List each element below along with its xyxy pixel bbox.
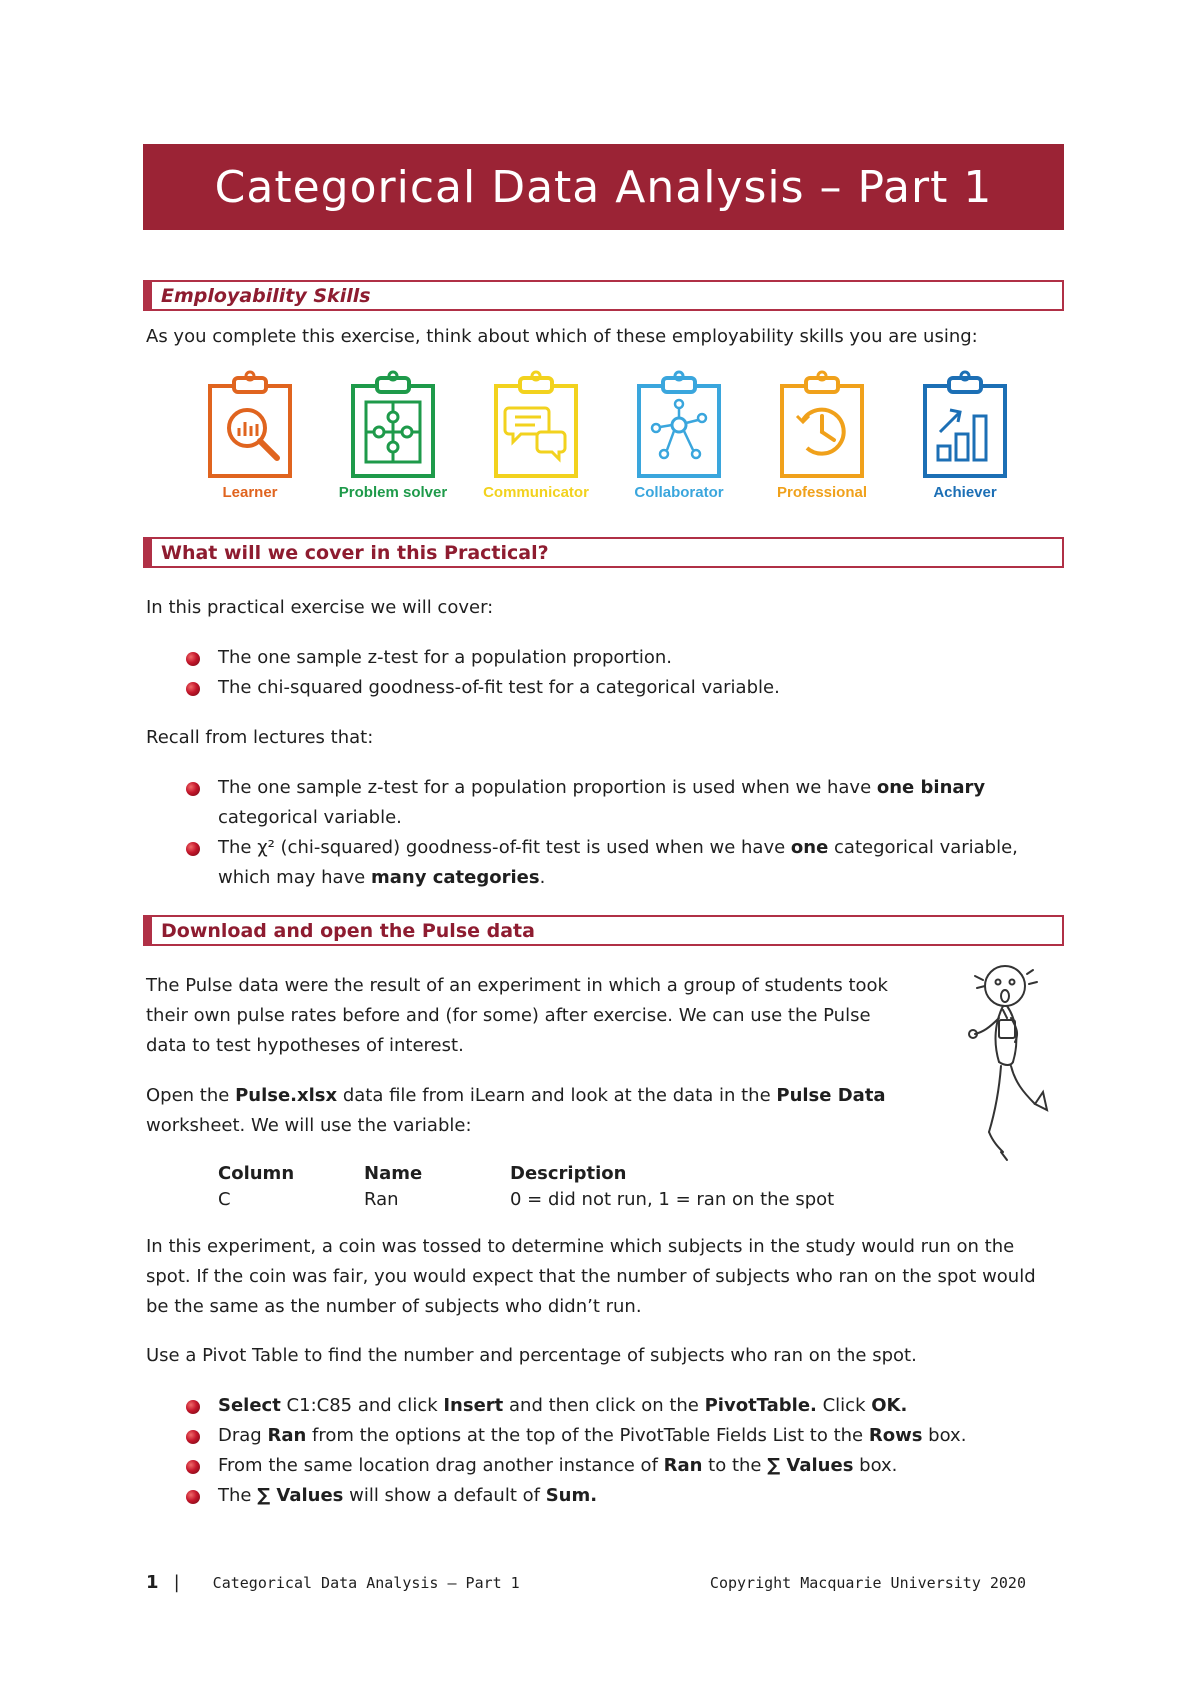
footer-copyright: Copyright Macquarie University 2020 (709, 1574, 1026, 1592)
running-figure-illustration (955, 962, 1055, 1167)
table-cell: C (218, 1189, 231, 1210)
table-header-cell: Column (218, 1163, 295, 1184)
growth-chart-icon (920, 370, 1010, 480)
variable-table (218, 1161, 910, 1213)
recall-intro: Recall from lectures that: (146, 727, 374, 748)
list-item: Drag Ran from the options at the top of the PivotTable Fields List to the Rows box. (186, 1421, 1056, 1451)
bullet-icon (186, 842, 200, 856)
skill-label: Communicator (483, 484, 589, 501)
skill-label: Learner (222, 484, 278, 501)
experiment-explanation: In this experiment, a coin was tossed to determine which subjects in the study would run on the spot. If the coin was fair, you would expect that the number of subjects who ran on the spot would be the same as the number of subjects who didn’t run. (146, 1236, 1036, 1317)
puzzle-icon (348, 370, 438, 480)
document-title: Categorical Data Analysis – Part 1 (143, 144, 1064, 230)
skill-label: Problem solver (338, 484, 448, 501)
section-header-download: Download and open the Pulse data (143, 915, 1064, 946)
list-item: The chi-squared goodness-of-fit test for a categorical variable. (186, 673, 1056, 703)
list-item: The ∑ Values will show a default of Sum. (186, 1481, 1056, 1511)
bullet-icon (186, 652, 200, 666)
cover-intro: In this practical exercise we will cover: (146, 597, 494, 618)
pulse-description: The Pulse data were the result of an experiment in which a group of students took their own pulse rates before and (for some) after exercise. We can use the Pulse data to test hypotheses of interest. (146, 975, 888, 1056)
list-item: From the same location drag another instance of Ran to the ∑ Values box. (186, 1451, 1056, 1481)
list-item: The χ² (chi-squared) goodness-of-fit test is used when we have one categorical variable, which may have many categories. (186, 833, 1056, 893)
bullet-icon (186, 782, 200, 796)
table-header-cell: Description (510, 1163, 627, 1184)
bullet-icon (186, 1490, 200, 1504)
skill-communicator (466, 370, 606, 501)
recall-list (186, 773, 1056, 893)
page-number: 1 (146, 1572, 159, 1593)
cover-list (186, 643, 1056, 703)
skill-label: Achiever (933, 484, 997, 501)
table-cell: Ran (364, 1189, 399, 1210)
list-item: Select C1:C85 and click Insert and then click on the PivotTable. Click OK. (186, 1391, 1056, 1421)
clock-icon (777, 370, 867, 480)
footer-separator: | (173, 1572, 180, 1593)
bullet-icon (186, 682, 200, 696)
speech-bubbles-icon (491, 370, 581, 480)
skill-label: Collaborator (634, 484, 724, 501)
table-row (218, 1187, 910, 1213)
list-item: The one sample z-test for a population proportion. (186, 643, 1056, 673)
footer-title: Categorical Data Analysis – Part 1 (212, 1574, 520, 1592)
bullet-icon (186, 1460, 200, 1474)
network-icon (634, 370, 724, 480)
bullet-icon (186, 1430, 200, 1444)
section-header-employability: Employability Skills (143, 280, 1064, 311)
table-cell: 0 = did not run, 1 = ran on the spot (510, 1189, 835, 1210)
employability-intro: As you complete this exercise, think about which of these employability skills you are using: (146, 326, 978, 347)
steps-list (186, 1391, 1056, 1511)
pivot-instruction: Use a Pivot Table to find the number and percentage of subjects who ran on the spot. (146, 1345, 917, 1366)
magnifier-chart-icon (205, 370, 295, 480)
skill-collaborator (609, 370, 749, 501)
table-header-cell: Name (364, 1163, 423, 1184)
skill-learner (180, 370, 320, 501)
skill-label: Professional (776, 484, 868, 501)
page-footer (146, 1568, 1026, 1598)
skill-professional (752, 370, 892, 501)
skill-problem-solver (323, 370, 463, 501)
bullet-icon (186, 1400, 200, 1414)
table-header-row (218, 1161, 910, 1187)
section-header-cover: What will we cover in this Practical? (143, 537, 1064, 568)
open-file-instruction: Open the Pulse.xlsx data file from iLearn and look at the data in the Pulse Data worksheet. We will use the variable: (146, 1085, 886, 1136)
skills-row (180, 370, 1030, 510)
skill-achiever (895, 370, 1035, 501)
list-item: The one sample z-test for a population proportion is used when we have one binary categorical variable. (186, 773, 1056, 833)
